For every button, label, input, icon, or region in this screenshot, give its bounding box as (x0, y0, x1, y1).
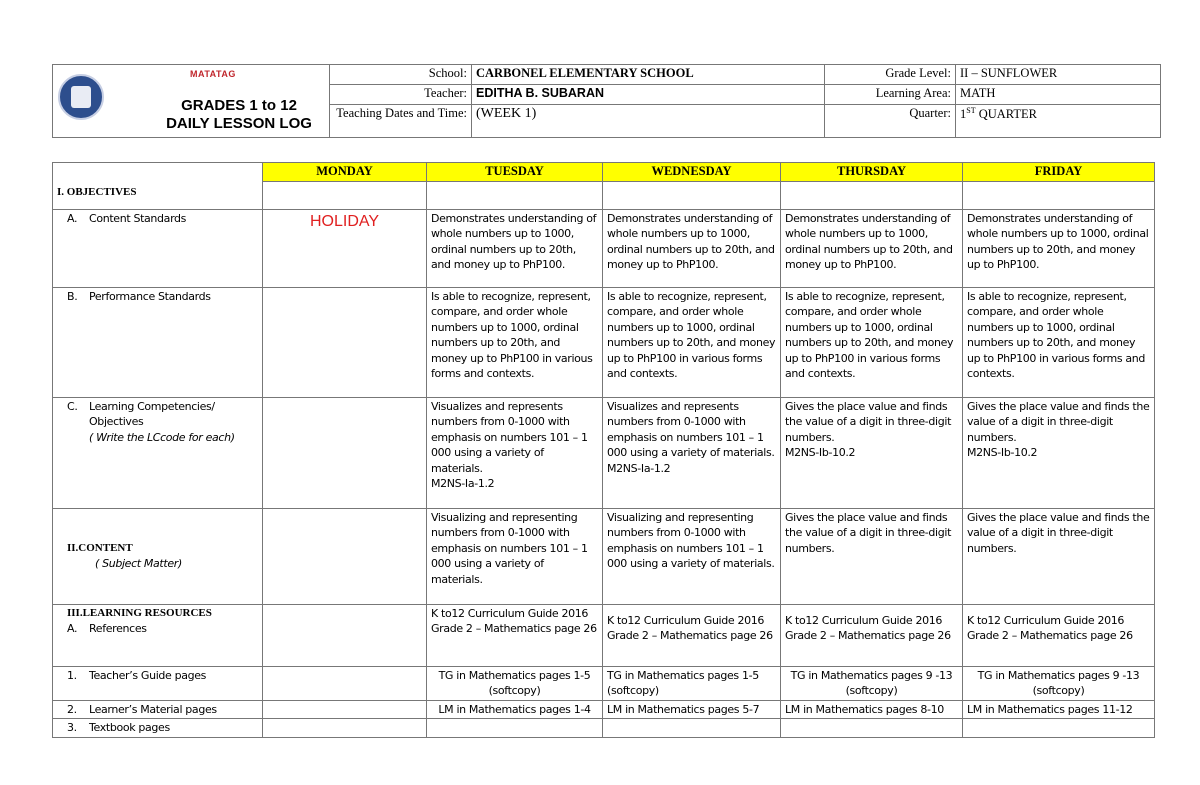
teaching-dates-value: (WEEK 1) (472, 105, 825, 138)
teachers-guide-label: 1. Teacher’s Guide pages (53, 666, 263, 700)
performance-standards-fri: Is able to recognize, represent, compare, and order whole numbers up to 1000, ordinal numbers up to 20th, and money up to PhP100 in various forms and contexts. (963, 287, 1155, 397)
content-label: II.CONTENT ( Subject Matter) (53, 508, 263, 604)
day-friday: FRIDAY (963, 163, 1155, 182)
quarter-label: Quarter: (825, 105, 956, 138)
content-standards-label: A. Content Standards (53, 209, 263, 287)
school-label: School: (330, 65, 472, 85)
learners-material-tue: LM in Mathematics pages 1-4 (427, 700, 603, 719)
content-standards-row (53, 209, 1155, 287)
content-standards-wed: Demonstrates understanding of whole numbers up to 1000, ordinal numbers up to 20th, and money up to PhP100. (603, 209, 781, 287)
resources-label: III.LEARNING RESOURCES A. References (53, 604, 263, 666)
learning-area-value: MATH (956, 85, 1161, 105)
grade-level-label: Grade Level: (825, 65, 956, 85)
logo-cell (53, 65, 330, 138)
learners-material-label: 2. Learner’s Material pages (53, 700, 263, 719)
learners-material-wed: LM in Mathematics pages 5-7 (603, 700, 781, 719)
holiday-note: HOLIDAY (263, 209, 427, 287)
document-title: GRADES 1 to 12 DAILY LESSON LOG (166, 97, 312, 132)
quarter-value: 1ST QUARTER (956, 105, 1161, 138)
performance-standards-thu: Is able to recognize, represent, compare, and order whole numbers up to 1000, ordinal numbers up to 20th, and money up to PhP100 in various forms and contexts. (781, 287, 963, 397)
references-tue: K to12 Curriculum Guide 2016 Grade 2 – Mathematics page 26 (427, 604, 603, 666)
day-tuesday: TUESDAY (427, 163, 603, 182)
competencies-label: C. Learning Competencies/ Objectives ( Write the LCcode for each) (53, 397, 263, 508)
teachers-guide-wed: TG in Mathematics pages 1-5 (softcopy) (603, 666, 781, 700)
learners-material-row (53, 700, 1155, 719)
performance-standards-tue: Is able to recognize, represent, compare, and order whole numbers up to 1000, ordinal numbers up to 20th, and money up to PhP100 in various forms and contexts. (427, 287, 603, 397)
school-value: CARBONEL ELEMENTARY SCHOOL (472, 65, 825, 85)
grade-level-value: II – SUNFLOWER (956, 65, 1161, 85)
objectives-heading: I. OBJECTIVES (53, 163, 263, 210)
content-standards-tue: Demonstrates understanding of whole numbers up to 1000, ordinal numbers up to 20th, and money up to PhP100. (427, 209, 603, 287)
learners-material-thu: LM in Mathematics pages 8-10 (781, 700, 963, 719)
competencies-fri: Gives the place value and finds the value of a digit in three-digit numbers. M2NS-Ib-10.2 (963, 397, 1155, 508)
day-wednesday: WEDNESDAY (603, 163, 781, 182)
competencies-tue: Visualizes and represents numbers from 0-1000 with emphasis on numbers 101 – 1 000 using a variety of materials. M2NS-Ia-1.2 (427, 397, 603, 508)
references-thu: K to12 Curriculum Guide 2016 Grade 2 – Mathematics page 26 (781, 604, 963, 666)
textbook-label: 3. Textbook pages (53, 719, 263, 738)
content-wed: Visualizing and representing numbers from 0-1000 with emphasis on numbers 101 – 1 000 using a variety of materials. (603, 508, 781, 604)
content-thu: Gives the place value and finds the value of a digit in three-digit numbers. (781, 508, 963, 604)
deped-seal-icon (58, 74, 104, 120)
resources-row (53, 604, 1155, 666)
competencies-wed: Visualizes and represents numbers from 0-1000 with emphasis on numbers 101 – 1 000 using a variety of materials. M2NS-Ia-1.2 (603, 397, 781, 508)
header-table (52, 64, 1161, 138)
teacher-value: EDITHA B. SUBARAN (472, 85, 825, 105)
textbook-row (53, 719, 1155, 738)
teachers-guide-fri: TG in Mathematics pages 9 -13 (softcopy) (963, 666, 1155, 700)
matatag-logo: MATATAG (190, 69, 236, 79)
competencies-thu: Gives the place value and finds the value of a digit in three-digit numbers. M2NS-Ib-10.2 (781, 397, 963, 508)
day-header-row (53, 163, 1155, 182)
references-fri: K to12 Curriculum Guide 2016 Grade 2 – Mathematics page 26 (963, 604, 1155, 666)
teachers-guide-row (53, 666, 1155, 700)
teachers-guide-tue: TG in Mathematics pages 1-5 (softcopy) (427, 666, 603, 700)
learners-material-fri: LM in Mathematics pages 11-12 (963, 700, 1155, 719)
teacher-label: Teacher: (330, 85, 472, 105)
lesson-log-table (52, 162, 1155, 738)
competencies-row (53, 397, 1155, 508)
content-standards-thu: Demonstrates understanding of whole numbers up to 1000, ordinal numbers up to 20th, and money up to PhP100. (781, 209, 963, 287)
day-thursday: THURSDAY (781, 163, 963, 182)
performance-standards-wed: Is able to recognize, represent, compare, and order whole numbers up to 1000, ordinal numbers up to 20th, and money up to PhP100 in various forms and contexts. (603, 287, 781, 397)
content-standards-fri: Demonstrates understanding of whole numbers up to 1000, ordinal numbers up to 20th, and money up to PhP100. (963, 209, 1155, 287)
teaching-dates-label: Teaching Dates and Time: (330, 105, 472, 138)
learning-area-label: Learning Area: (825, 85, 956, 105)
performance-standards-row (53, 287, 1155, 397)
content-tue: Visualizing and representing numbers from 0-1000 with emphasis on numbers 101 – 1 000 using a variety of materials. (427, 508, 603, 604)
day-monday: MONDAY (263, 163, 427, 182)
teachers-guide-thu: TG in Mathematics pages 9 -13 (softcopy) (781, 666, 963, 700)
references-wed: K to12 Curriculum Guide 2016 Grade 2 – Mathematics page 26 (603, 604, 781, 666)
content-fri: Gives the place value and finds the value of a digit in three-digit numbers. (963, 508, 1155, 604)
performance-standards-label: B. Performance Standards (53, 287, 263, 397)
content-row (53, 508, 1155, 604)
